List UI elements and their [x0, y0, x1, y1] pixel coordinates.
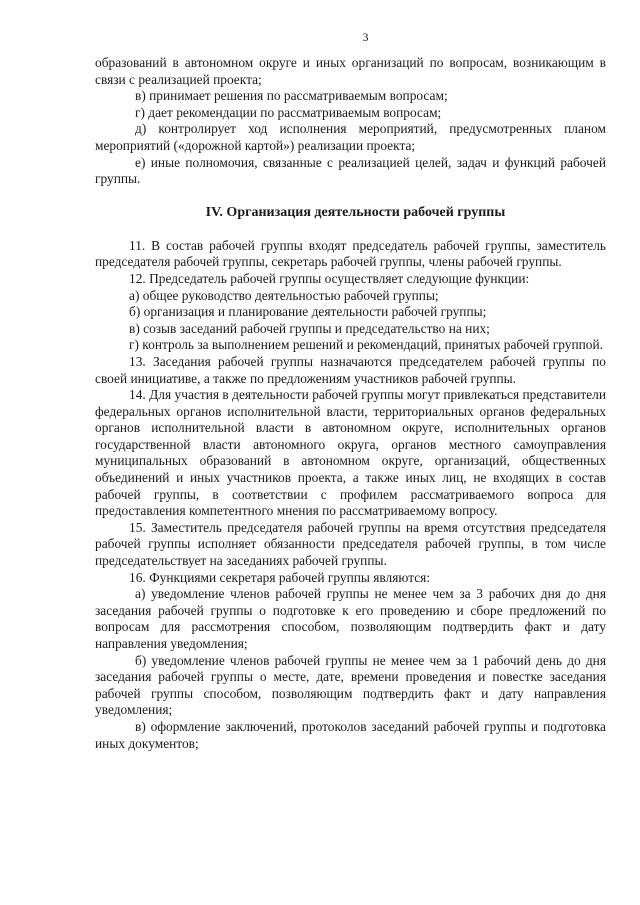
paragraph-continuation: образований в автономном округе и иных организаций по вопросам, возникающим в связи с реализацией проекта;: [95, 55, 606, 87]
item-d: д) контролирует ход исполнения мероприятий, предусмотренных планом мероприятий («дорожной картой») реализации проекта;: [95, 121, 606, 153]
clause-12-v: в) созыв заседаний рабочей группы и председательство на них;: [129, 320, 490, 336]
clause-12-b: б) организация и планирование деятельности рабочей группы;: [129, 304, 487, 320]
item-e: е) иные полномочия, связанные с реализацией целей, задач и функций рабочей группы.: [95, 154, 606, 187]
item-g: г) дает рекомендации по рассматриваемым вопросам;: [135, 104, 442, 120]
clause-16-v: в) оформление заключений, протоколов заседаний рабочей группы и подготовка иных документов;: [95, 718, 606, 751]
section-heading: IV. Организация деятельности рабочей группы: [205, 204, 506, 220]
clause-12: 12. Председатель рабочей группы осуществляет следующие функции:: [129, 270, 530, 286]
clause-15: 15. Заместитель председателя рабочей группы на время отсутствия председателя рабочей группы исполняет обязанности председателя рабочей группы, в том числе председательствует на заседаниях рабочей группы.: [95, 519, 606, 569]
clause-16-a: а) уведомление членов рабочей группы не менее чем за 3 рабочих дня до дня заседания рабочей группы о подготовке к его проведению и сборе предложений по вопросам для рассмотрения способом, позволяющим подтвердить факт и дату направления уведомления;: [95, 586, 606, 651]
clause-16-b: б) уведомление членов рабочей группы не менее чем за 1 рабочий день до дня заседания рабочей группы о месте, дате, времени проведения и повестке заседания рабочей группы способом, позволяющим подтвердить факт и дату направления уведомления;: [95, 652, 606, 718]
clause-11: 11. В состав рабочей группы входят председатель рабочей группы, заместитель председателя рабочей группы, секретарь рабочей группы, члены рабочей группы.: [95, 237, 606, 270]
clause-12-a: а) общее руководство деятельностью рабочей группы;: [129, 287, 439, 303]
clause-12-g: г) контроль за выполнением решений и рекомендаций, принятых рабочей группой.: [129, 337, 603, 353]
clause-13: 13. Заседания рабочей группы назначаются председателем рабочей группы по своей инициативе, а также по предложениям участников рабочей группы.: [95, 353, 606, 386]
page-number: 3: [362, 30, 369, 44]
item-v: в) принимает решения по рассматриваемым вопросам;: [135, 88, 448, 104]
clause-16: 16. Функциями секретаря рабочей группы являются:: [129, 569, 431, 585]
clause-14: 14. Для участия в деятельности рабочей группы могут привлекаться представители федеральных органов исполнительной власти, территориальных органов федеральных органов исполнительной власти в автономном округе, исполнительных органов государственной власти автономного округа, органов местного самоуправления муниципальных образований в автономном округе, организаций, общественных объединений и иных участников проекта, а также иных лиц, не входящих в состав рабочей группы, в соответствии с профилем рассматриваемого вопроса для предоставления компетентного мнения по рассматриваемому вопросу.: [95, 387, 606, 519]
